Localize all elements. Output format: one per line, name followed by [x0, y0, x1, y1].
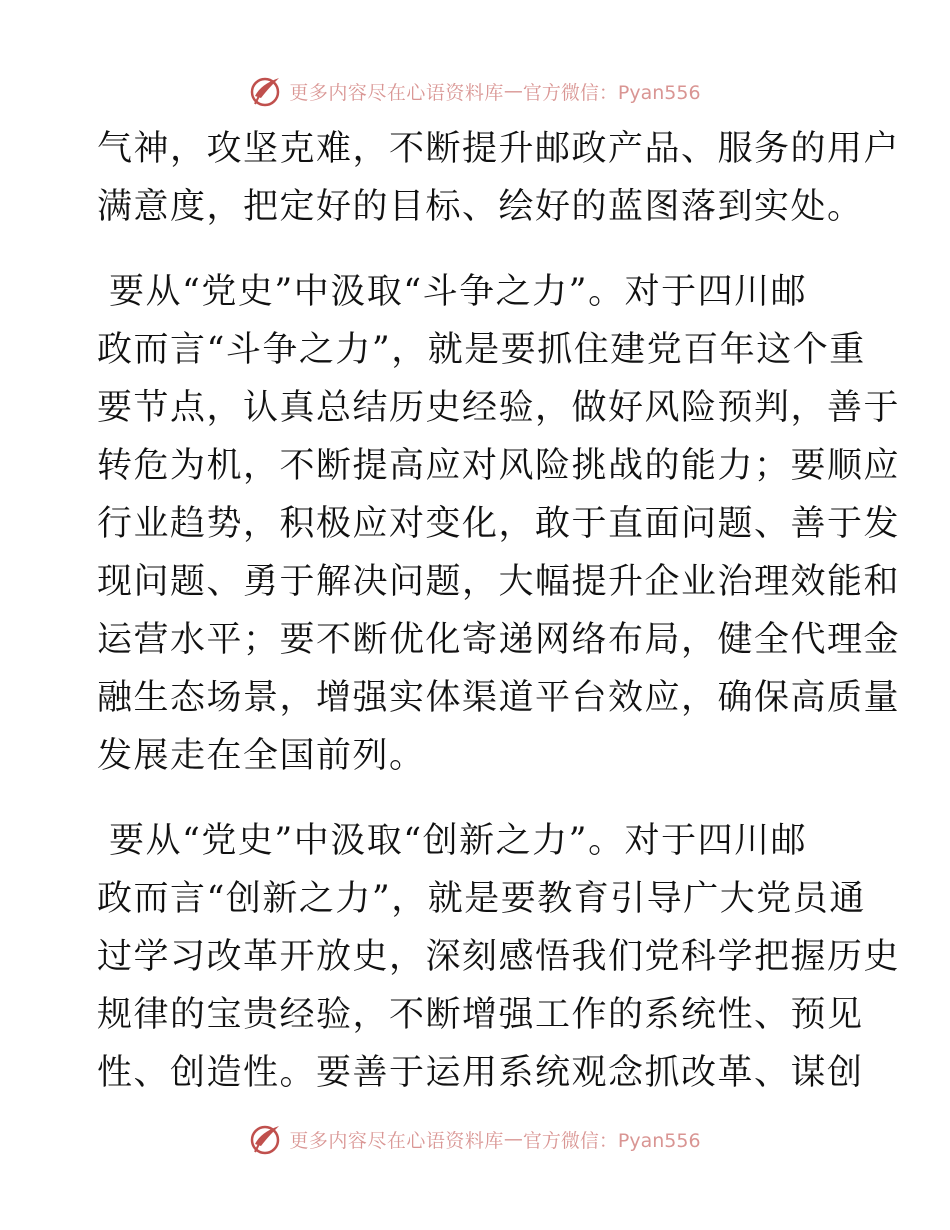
quill-logo-icon: [249, 1122, 283, 1156]
footer-dash: —: [503, 1128, 523, 1150]
text-line: 要从“党史”中汲取“斗争之力”。对于四川邮: [109, 272, 808, 312]
text-line: 运营水平；要不断优化寄递网络布局，健全代理金: [97, 620, 901, 660]
text-line: 现问题、勇于解决问题，大幅提升企业治理效能和: [97, 562, 901, 602]
text-line: 政而言“创新之力”，就是要教育引导广大党员通: [97, 879, 866, 919]
text-line: 政而言“斗争之力”，就是要抓住建党百年这个重: [97, 330, 866, 370]
header-watermark: [0, 71, 950, 111]
header-dash: —: [503, 80, 523, 102]
paragraph-1: [97, 120, 901, 236]
text-line: 要从“党史”中汲取“创新之力”。对于四川邮: [109, 821, 808, 861]
footer-watermark: [0, 1119, 950, 1159]
text-line: 行业趋势，积极应对变化，敢于直面问题、善于发: [97, 504, 901, 544]
text-line: 过学习改革开放史，深刻感悟我们党科学把握历史: [97, 937, 901, 977]
header-site-text: 更多内容尽在心语资料库: [289, 81, 504, 104]
text-line: 融生态场景，增强实体渠道平台效应，确保高质量: [97, 678, 901, 718]
text-line: 满意度，把定好的目标、绘好的蓝图落到实处。: [97, 187, 864, 227]
paragraph-2: [97, 263, 901, 785]
header-wechat-text: 官方微信：Pyan556: [522, 81, 701, 104]
text-line: 转危为机，不断提高应对风险挑战的能力；要顺应: [97, 446, 901, 486]
document-body: [97, 120, 901, 1102]
text-line: 要节点，认真总结历史经验，做好风险预判，善于: [97, 388, 901, 428]
paragraph-3: [97, 812, 901, 1102]
footer-site-text: 更多内容尽在心语资料库: [289, 1129, 504, 1152]
quill-logo-icon: [249, 74, 283, 108]
text-line: 规律的宝贵经验，不断增强工作的系统性、预见: [97, 995, 864, 1035]
footer-wechat-text: 官方微信：Pyan556: [522, 1129, 701, 1152]
text-line: 性、创造性。要善于运用系统观念抓改革、谋创: [97, 1053, 864, 1093]
text-line: 发展走在全国前列。: [97, 736, 426, 776]
text-line: 气神，攻坚克难，不断提升邮政产品、服务的用户: [97, 129, 901, 169]
